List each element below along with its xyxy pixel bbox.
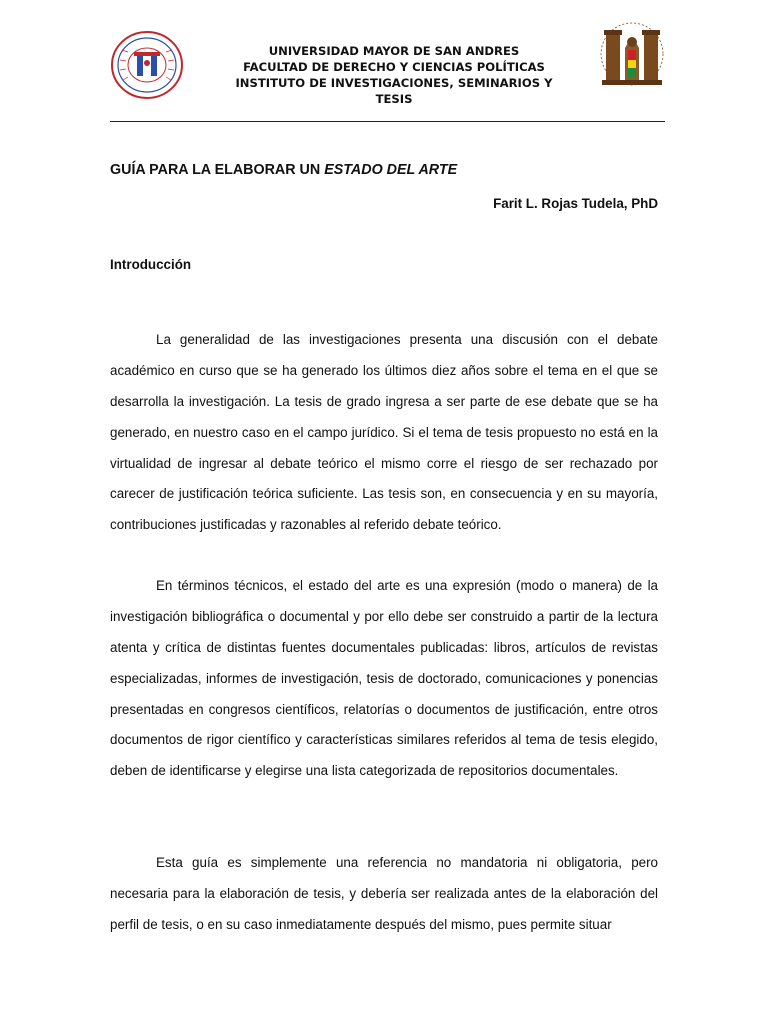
- title-italic: ESTADO DEL ARTE: [324, 162, 458, 178]
- institution-header: [200, 43, 588, 107]
- university-seal-logo: [110, 30, 184, 100]
- faculty-logo: [598, 14, 666, 96]
- body-paragraph-2: En términos técnicos, el estado del arte es una expresión (modo o manera) de la investigación bibliográfica o documental y por ello debe ser construido a partir de la lectura atenta y crítica de distintas fuentes documentales publicadas: libros, artículos de revistas especializadas, informes de investigación, tesis de doctorado, comunicaciones y ponencias presentadas en congresos científicos, relatorías o documentos de justificación, entre otros documentos de rigor científico y características similares referidos al tema de tesis elegido, deben de identificarse y elegirse una lista categorizada de repositorios documentales.: [110, 578, 658, 779]
- header-line-institute-cont: TESIS: [375, 92, 413, 106]
- body-paragraph-1: La generalidad de las investigaciones presenta una discusión con el debate académico en curso que se ha generado los últimos diez años sobre el tema en el que se desarrolla la investigación. La tesis de grado ingresa a ser parte de ese debate que se ha generado, en nuestro caso en el campo jurídico. Si el tema de tesis propuesto no está en la virtualidad de ingresar al debate teórico el mismo corre el riesgo de ser rechazado por carecer de justificación teórica suficiente. Las tesis son, en consecuencia y en su mayoría, contribuciones justificadas y razonables al referido debate teórico.: [110, 332, 658, 533]
- body-paragraph-3: Esta guía es simplemente una referencia no mandatoria ni obligatoria, pero necesaria para la elaboración de tesis, y debería ser realizada antes de la elaboración del perfil de tesis, o en su caso inmediatamente después del mismo, pues permite situar: [110, 855, 658, 932]
- title-plain: GUÍA PARA LA ELABORAR UN: [110, 162, 325, 178]
- section-heading: Introducción: [110, 257, 192, 272]
- author-name: Farit L. Rojas Tudela, PhD: [493, 196, 658, 211]
- document-title: [110, 162, 457, 178]
- header-line-institute: INSTITUTO DE INVESTIGACIONES, SEMINARIOS Y: [235, 76, 553, 90]
- header-line-faculty: FACULTAD DE DERECHO Y CIENCIAS POLÍTICAS: [243, 60, 545, 74]
- header-divider: [110, 121, 665, 122]
- header-line-university: UNIVERSIDAD MAYOR DE SAN ANDRES: [268, 44, 520, 58]
